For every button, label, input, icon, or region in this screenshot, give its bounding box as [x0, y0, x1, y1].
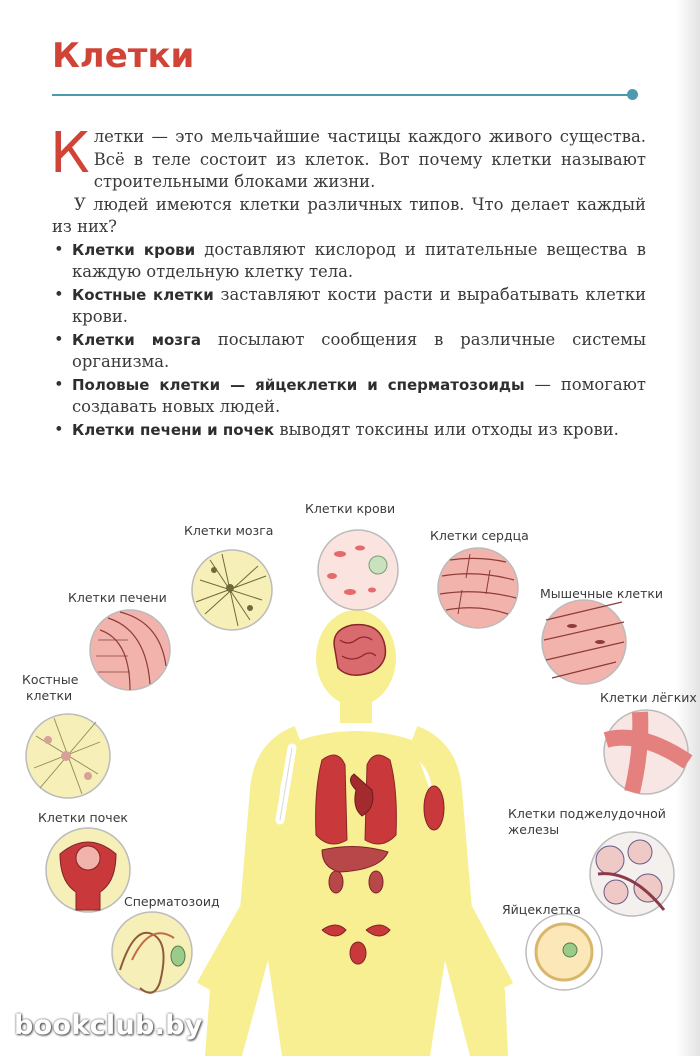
list-item-term: Костные клетки	[72, 285, 214, 304]
question-paragraph: У людей имеются клетки различных типов. Что делает каждый из них?	[52, 194, 646, 236]
body-text	[50, 121, 647, 441]
pancreas-cells-circle	[590, 832, 674, 916]
drop-cap: К	[50, 121, 90, 186]
list-item	[52, 419, 646, 442]
site-watermark: bookclub.by	[14, 1010, 203, 1041]
list-item-term: Половые клетки — яйцеклетки и сперматозоиды	[72, 375, 525, 394]
list-item	[52, 374, 646, 419]
label-liver-cells: Клетки печени	[68, 590, 167, 605]
label-sperm-cell: Сперматозоид	[124, 894, 220, 909]
lung-cells-circle	[604, 710, 688, 794]
intro-paragraph	[50, 121, 646, 194]
title-rule-dot	[627, 89, 638, 100]
human-body	[205, 610, 508, 1056]
sperm-cell-circle	[112, 912, 192, 993]
label-pancreas-cells-line2: железы	[508, 822, 560, 837]
list-item-term: Клетки мозга	[72, 330, 201, 349]
list-item-term: Клетки печени и почек	[72, 420, 275, 439]
heart-cells-circle	[438, 548, 518, 628]
label-bone-cells-line2: клетки	[26, 688, 73, 703]
title-rule	[52, 94, 630, 96]
label-pancreas-cells-line1: Клетки поджелудочной	[508, 806, 666, 821]
list-item-text: заставляют кости расти и вырабатывать клетки крови.	[72, 284, 647, 326]
kidney-cells-circle	[46, 828, 130, 912]
illustration-svg	[0, 490, 700, 1056]
label-egg-cell: Яйцеклетка	[502, 902, 581, 917]
egg-cell-circle	[526, 914, 602, 990]
bone-cells-circle	[26, 714, 110, 798]
list-item	[52, 284, 646, 329]
label-heart-cells: Клетки сердца	[430, 528, 529, 543]
label-lung-cells: Клетки лёгких	[600, 690, 697, 705]
blood-cells-circle	[318, 530, 398, 610]
label-kidney-cells: Клетки почек	[38, 810, 128, 825]
list-item-text: выводят токсины или отходы из крови.	[274, 419, 619, 439]
label-blood-cells: Клетки крови	[305, 501, 396, 516]
list-item	[52, 239, 646, 284]
brain-cells-circle	[192, 550, 272, 630]
muscle-cells-circle	[542, 600, 626, 684]
cell-types-illustration	[0, 490, 700, 1056]
list-item-term: Клетки крови	[72, 240, 196, 259]
label-brain-cells: Клетки мозга	[184, 523, 274, 538]
list-item-text: посылают сообщения в различные системы организма.	[72, 329, 646, 371]
list-item-text: доставляют кислород и питательные вещества в каждую отдельную клетку тела.	[72, 239, 646, 281]
intro-text: летки — это мельчайшие частицы каждого живого существа. Всё в теле состоит из клеток. Вот почему клетки называют строительными блоками жизни.	[93, 127, 646, 191]
label-muscle-cells: Мышечные клетки	[540, 586, 664, 601]
label-bone-cells-line1: Костные	[22, 672, 79, 687]
list-item-text: — помогают создавать новых людей.	[72, 374, 646, 416]
list-item	[52, 329, 646, 374]
cell-types-list	[52, 239, 646, 442]
liver-cells-circle	[90, 610, 170, 690]
page-title: Клетки	[52, 36, 195, 76]
